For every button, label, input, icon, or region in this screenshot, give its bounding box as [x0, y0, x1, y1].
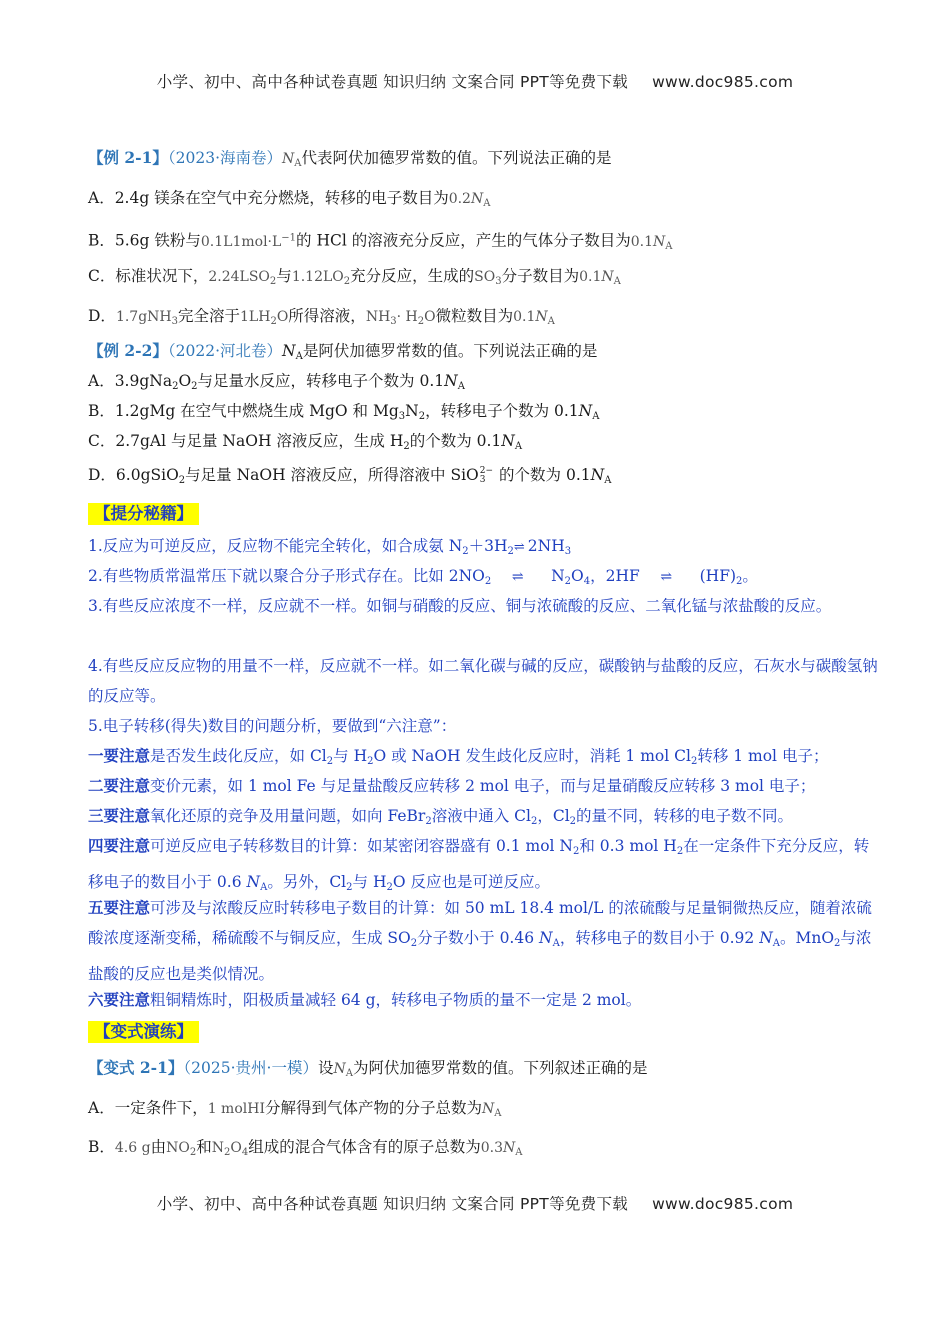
tip3-text: 3.有些反应浓度不一样，反应就不一样。如铜与硝酸的反应、铜与浓硫酸的反应、二氧化锰与浓盐酸的反应。 — [88, 597, 832, 615]
practice-stem-text: 为阿伏加德罗常数的值。下列叙述正确的是 — [352, 1059, 648, 1077]
ex22-d-sup: 2− — [479, 466, 494, 476]
equilibrium-arrow-icon: ⇌ — [511, 569, 521, 585]
page-header — [0, 70, 950, 92]
na-sub: A — [514, 441, 523, 452]
tip1-pre: 1.反应为可逆反应，反应物不能完全转化，如合成氨 N — [88, 537, 463, 555]
ex22-source: （2022·河北卷） — [167, 342, 283, 360]
equilibrium-arrow-icon: ⇌ — [513, 540, 523, 555]
ex21-c-m1: 2.24LSO — [208, 269, 270, 285]
na-symbol: N — [590, 466, 605, 484]
note3-b: 溶液中通入 Cl — [431, 807, 531, 825]
na-sub: A — [552, 938, 560, 949]
ex22-d-post: 的个数为 0.1 — [499, 466, 591, 484]
note3-c: ，Cl — [537, 807, 570, 825]
tip-2: 2.有些物质常温常压下就以聚合分子形式存在。比如 $2NO_2$ ⇌ $N_2O_4$，2HF ⇌ $(HF)_2$。 — [88, 567, 758, 587]
na-sub: A — [494, 1108, 502, 1119]
na-sub: A — [772, 938, 780, 949]
note1-d: 转移 1 mol 电子； — [697, 747, 829, 765]
practice-b-m3: N — [211, 1140, 224, 1156]
practice-heading — [88, 1021, 878, 1043]
practice-stem-pre: 设 — [317, 1059, 334, 1077]
ex22-b-pre: B．1.2gMg 在空气中燃烧生成 MgO 和 Mg — [88, 402, 399, 420]
practice-a-post: 分解得到气体产物的分子总数为 — [264, 1099, 482, 1117]
ex21-option-c: C．标准状况下，$2.24LSO_2$与$1.12LO_2$充分反应，生成的$SO_3$分子数目为$0.1N_A$ — [88, 267, 621, 287]
ex21-b-sup: −1 — [281, 232, 297, 243]
na-sub: A — [604, 475, 612, 486]
note3-key: 三要注意 — [88, 806, 151, 825]
note-3: 三要注意氧化还原的竞争及用量问题，如向 FeBr$_2$溶液中通入 $Cl_2$，$Cl_2$的量不同，转移的电子数不同。 — [88, 806, 794, 827]
ex22-stem — [88, 341, 878, 367]
practice-title: 【变式演练】 — [88, 1021, 199, 1043]
tips-title: 【提分秘籍】 — [88, 503, 199, 525]
tip2-end: 。 — [742, 567, 758, 585]
ex22-d-mid: 与足量 NaOH 溶液反应，所得溶液中 SiO — [185, 466, 479, 484]
ex22-d-sub: 3 — [479, 475, 486, 485]
tip2-mid: N — [551, 567, 565, 585]
practice-b-pre: B． — [88, 1138, 115, 1156]
practice-b-m3b: O — [230, 1140, 242, 1156]
tip2-pre: 2.有些物质常温常压下就以聚合分子形式存在。比如 2NO — [88, 567, 485, 585]
tip5-text: 5.电子转移(得失)数目的问题分析，要做到“六注意”： — [88, 717, 457, 735]
na-symbol: N — [759, 929, 773, 947]
ex21-d-m3b: · H — [396, 309, 418, 325]
na-symbol: N — [282, 342, 296, 360]
equilibrium-arrow-icon: ⇌ — [660, 569, 670, 585]
ex21-c-mid: 充分反应，生成的 — [350, 267, 475, 285]
practice-b-and: 和 — [196, 1138, 212, 1156]
note6-key: 六要注意 — [88, 990, 151, 1009]
note4-g: 与 H — [352, 873, 387, 891]
na-symbol: N — [470, 191, 484, 207]
note-5: 五要注意可涉及与浓酸反应时转移电子数目的计算：如 50 mL 18.4 mol/L 的浓硫酸与足量铜微热反应，随着浓硫酸浓度逐渐变稀，稀硫酸不与铜反应，生成 $SO_2$分子数小于 0.46 $N_A$，转移电子的数目小于 0.92 $N_A$。MnO$_2$与浓盐酸的反应也是类似情况。 — [88, 898, 872, 983]
note5-key: 五要注意 — [88, 898, 151, 917]
ex22-option-d: D．6.0gSiO$_2$与足量 NaOH 溶液反应，所得溶液中 SiO 2− 3 的个数为 $0.1N_A$ — [88, 466, 612, 486]
practice-a-m: 1 molHI — [207, 1101, 265, 1117]
ex22-a-pre: A．3.9gNa — [88, 372, 173, 390]
na-sub: A — [592, 411, 600, 422]
ex21-stem — [88, 148, 878, 174]
note5-a: 可涉及与浓酸反应时转移电子数目的计算：如 50 mL 18.4 mol/L 的浓硫酸与足量铜微热反应，随着浓硫酸浓度逐渐变稀，稀硫酸不与铜反应，生成 SO — [88, 899, 872, 947]
ex21-source: （2023·海南卷） — [167, 149, 283, 167]
practice-b-val: 0.3 — [480, 1140, 503, 1156]
ex22-option-a: A．$3.9gNa_2O_2$与足量水反应，转移电子个数为 $0.1N_A$ — [88, 372, 465, 392]
note-2 — [88, 776, 878, 796]
na-sub: A — [665, 240, 673, 252]
note6-text: 粗铜精炼时，阳极质量减轻 64 g，转移电子物质的量不一定是 2 mol。 — [150, 991, 642, 1009]
note5-h: 。MnO — [779, 929, 835, 947]
practice-b-m2: NO — [166, 1140, 190, 1156]
note1-key: 一要注意 — [88, 746, 151, 765]
practice-b-mid2: 组成的混合气体含有的原子总数为 — [248, 1138, 481, 1156]
ex22-b-mid: N — [405, 402, 419, 420]
na-sub: A — [294, 158, 302, 169]
ex21-d-m1: 1.7gNH — [115, 309, 172, 325]
practice-option-a — [88, 1098, 878, 1124]
na-symbol: N — [601, 269, 614, 285]
note-1: 一要注意是否发生歧化反应，如 $Cl_2$与 $H_2O$ 或 NaOH 发生歧化反应时，消耗 1 mol $Cl_2$转移 1 mol 电子； — [88, 746, 829, 767]
na-symbol: N — [501, 432, 515, 450]
ex21-c-text: C．标准状况下， — [88, 267, 209, 285]
tip1-post: 2NH — [527, 537, 565, 555]
note4-h: O 反应也是可逆反应。 — [392, 873, 550, 891]
header-url[interactable]: www.doc985.com — [652, 73, 794, 91]
note2-key: 二要注意 — [88, 776, 151, 795]
ex21-stem-text: 代表阿伏加德罗常数的值。下列说法正确的是 — [301, 149, 612, 167]
ex22-a-post: 与足量水反应，转移电子个数为 0.1 — [197, 372, 445, 390]
na-sub: A — [457, 381, 465, 392]
ex21-b-text: B．5.6g 铁粉与 — [88, 231, 201, 250]
na-sub: A — [345, 1068, 353, 1079]
ex21-b-mid: 的 HCl 的溶液充分反应，产生的气体分子数目为 — [296, 231, 631, 250]
note4-f: 。另外，Cl — [267, 873, 347, 891]
na-symbol: N — [282, 151, 295, 167]
na-sub: A — [515, 1147, 523, 1158]
practice-a-pre: A．一定条件下， — [88, 1099, 208, 1117]
note1-c: O 或 NaOH 发生歧化反应时，消耗 1 mol Cl — [373, 747, 691, 765]
na-symbol: N — [246, 873, 261, 891]
tip-4 — [88, 651, 878, 711]
ex21-option-b — [88, 228, 878, 257]
ex21-d-m3: NH — [365, 309, 391, 325]
practice-source: （2025·贵州·一模） — [183, 1059, 318, 1077]
tip2-post: (HF) — [699, 567, 736, 585]
na-sub: A — [260, 882, 268, 893]
na-sub: A — [295, 351, 303, 362]
ex21-tag: 【例 2-1】 — [88, 148, 168, 167]
na-symbol: N — [535, 309, 548, 325]
ex21-option-d: D．1.7gNH$_3$完全溶于$1LH_2O$所得溶液，$NH_3\cdot H_2O$微粒数目为$0.1N_A$ — [88, 307, 555, 327]
na-sub: A — [483, 198, 491, 209]
ex21-c-m3: SO — [474, 269, 496, 285]
practice-b-m1: 4.6 g — [114, 1140, 151, 1156]
note4-b: 和 0.3 mol H — [579, 837, 677, 855]
ex21-a-text: A．2.4g 镁条在空气中充分燃烧，转移的电子数目为 — [88, 189, 449, 207]
ex21-d-text: D． — [88, 307, 116, 325]
tip-3 — [88, 591, 878, 621]
note5-e: ，转移电子的数目小于 0.92 — [559, 929, 760, 947]
na-symbol: N — [653, 233, 666, 250]
ex21-d-mid2: 所得溶液， — [288, 307, 366, 325]
note3-d: 的量不同，转移的电子数不同。 — [576, 807, 794, 825]
ex21-d-mid3: 微粒数目为 — [435, 307, 514, 325]
ex21-c-val: 0.1 — [579, 269, 602, 285]
ex22-c-pre: C．2.7gAl 与足量 NaOH 溶液反应，生成 H — [88, 432, 404, 450]
note4-a: 可逆反应电子转移数目的计算：如某密闭容器盛有 0.1 mol N — [150, 837, 573, 855]
footer-text: 小学、初中、高中各种试卷真题 知识归纳 文案合同 PPT等免费下载 — [156, 1195, 629, 1213]
tip-5 — [88, 716, 878, 736]
ex22-d-pre: D．6.0gSiO — [88, 466, 179, 484]
ex21-c-m2: 1.12LO — [291, 269, 344, 285]
header-text: 小学、初中、高中各种试卷真题 知识归纳 文案合同 PPT等免费下载 — [156, 73, 629, 91]
na-symbol: N — [539, 929, 553, 947]
note1-b: 与 H — [333, 747, 368, 765]
page-footer — [0, 1192, 950, 1214]
ex21-b-val: 0.1 — [630, 233, 654, 250]
footer-url[interactable]: www.doc985.com — [652, 1195, 794, 1213]
note5-i: 与浓盐酸的反应也是类似情况。 — [88, 929, 872, 983]
note3-a: 氧化还原的竞争及用量问题，如向 FeBr — [150, 807, 426, 825]
ex22-tag: 【例 2-2】 — [88, 341, 168, 360]
ex22-b-post: ，转移电子个数为 0.1 — [425, 402, 579, 420]
ex21-d-m3c: O — [424, 309, 436, 325]
note2-text: 变价元素，如 1 mol Fe 与足量盐酸反应转移 2 mol 电子，而与足量硝酸反应转移 3 mol 电子； — [150, 777, 816, 795]
note5-b: 分子数小于 0.46 — [417, 929, 540, 947]
na-symbol: N — [578, 402, 593, 420]
note-6 — [88, 990, 878, 1010]
ex21-c-mid2: 分子数目为 — [501, 267, 580, 285]
ex21-c-and: 与 — [276, 267, 292, 285]
na-symbol: N — [444, 372, 458, 390]
ex22-option-b: B．1.2gMg 在空气中燃烧生成 MgO 和 $Mg_3N_2$，转移电子个数为 $0.1N_A$ — [88, 402, 600, 422]
practice-stem — [88, 1058, 878, 1084]
ex22-a-mid: O — [178, 372, 192, 390]
note1-a: 是否发生歧化反应，如 Cl — [150, 747, 327, 765]
ex22-stem-text: 是阿伏加德罗常数的值。下列说法正确的是 — [302, 342, 598, 360]
tip2-mid2: O — [571, 567, 584, 585]
ex21-option-a — [88, 188, 878, 214]
ex21-b-conc: 0.1L1mol·L — [200, 233, 282, 250]
note-4: 四要注意可逆反应电子转移数目的计算：如某密闭容器盛有 0.1 mol $N_2$和 0.3 mol $H_2$在一定条件下充分反应，转移电子的数目小于 0.6 $N_A$。另外，$Cl_2$与 $H_2O$ 反应也是可逆反应。 — [88, 836, 870, 893]
ex21-d-mid: 完全溶于 — [178, 307, 241, 325]
na-symbol: N — [502, 1140, 516, 1156]
ex21-d-m2b: O — [276, 309, 289, 325]
tip4-text: 4.有些反应反应物的用量不一样，反应就不一样。如二氧化碳与碱的反应，碳酸钠与盐酸的反应，石灰水与碳酸氢钠的反应等。 — [88, 657, 878, 705]
ex21-d-val: 0.1 — [513, 309, 536, 325]
practice-b-mid: 由 — [150, 1138, 167, 1156]
na-symbol: N — [482, 1101, 495, 1117]
ex21-a-val: 0.2 — [448, 191, 471, 207]
na-sub: A — [613, 276, 621, 287]
tips-heading — [88, 503, 878, 525]
ex22-option-c: C．2.7gAl 与足量 NaOH 溶液反应，生成 $H_2$的个数为 $0.1N_A$ — [88, 432, 523, 452]
tip2-mid3: ，2HF — [590, 567, 640, 585]
practice-option-b: B．4.6 g由$NO_2$和$N_2O_4$组成的混合气体含有的原子总数为$0.3N_A$ — [88, 1138, 523, 1158]
na-sub: A — [547, 316, 555, 327]
practice-tag: 【变式 2-1】 — [88, 1058, 184, 1077]
tip-1: 1.反应为可逆反应，反应物不能完全转化，如合成氨 $N_2+3H_2\rightleftharpoons$ $2NH_3$ — [88, 537, 572, 557]
na-symbol: N — [333, 1061, 346, 1077]
ex21-d-m2: 1LH — [240, 309, 271, 325]
note4-key: 四要注意 — [88, 836, 151, 855]
tip1-mid: ＋3H — [468, 537, 508, 555]
ex22-c-post: 的个数为 0.1 — [409, 432, 502, 450]
note4-c: 在一定条件下充分反应，转移电子的数目小于 0.6 — [88, 837, 870, 891]
